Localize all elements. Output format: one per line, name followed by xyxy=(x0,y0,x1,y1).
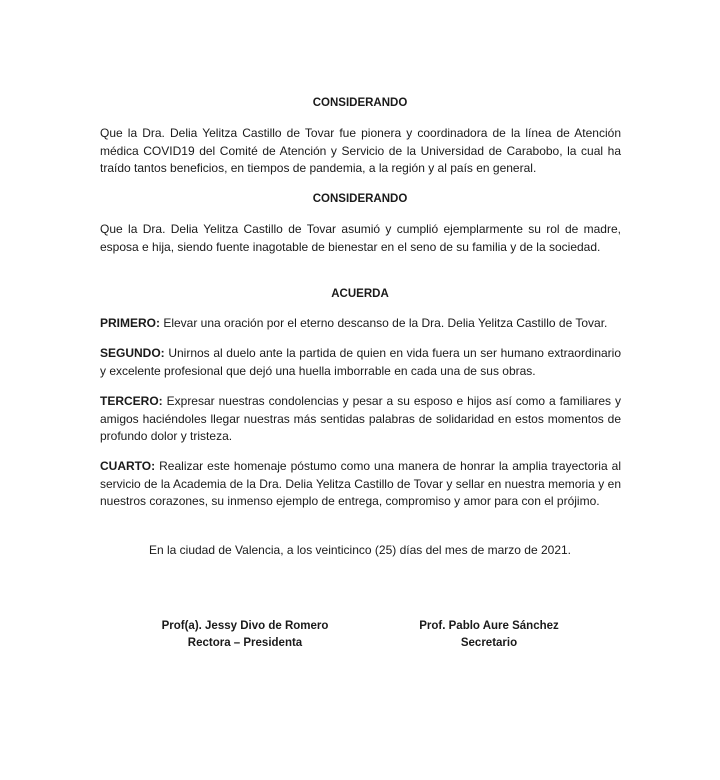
acuerdo-label: SEGUNDO: xyxy=(100,346,165,360)
acuerdo-item-cuarto xyxy=(100,458,621,511)
signature-name: Prof(a). Jessy Divo de Romero xyxy=(161,620,329,632)
acuerda-heading: ACUERDA xyxy=(331,288,389,300)
acuerdo-item-segundo xyxy=(100,345,621,380)
acuerdo-text: Elevar una oración por el eterno descanso de la Dra. Delia Yelitza Castillo de Tovar. xyxy=(160,316,608,330)
considerando-heading-2: CONSIDERANDO xyxy=(312,193,408,205)
acuerdo-text: Realizar este homenaje póstumo como una manera de honrar la amplia trayectoria al servicio de la Academia de la Dra. Delia Yelitza Castillo de Tovar y sellar en nuestra memoria y en nuestros corazones, su inmenso ejemplo de entrega, compromiso y amor para con el prójimo. xyxy=(100,459,621,508)
signature-name: Prof. Pablo Aure Sánchez xyxy=(419,620,559,632)
closing-statement: En la ciudad de Valencia, a los veinticinco (25) días del mes de marzo de 2021. xyxy=(148,543,572,557)
acuerdo-item-primero xyxy=(100,315,621,333)
considerando-text-2: Que la Dra. Delia Yelitza Castillo de Tovar asumió y cumplió ejemplarmente su rol de madre, esposa e hija, siendo fuente inagotable de bienestar en el seno de su familia y de la sociedad. xyxy=(100,222,621,254)
considerando-heading-1: CONSIDERANDO xyxy=(312,97,408,109)
acuerdo-label: TERCERO: xyxy=(100,394,163,408)
signature-role: Rectora – Presidenta xyxy=(187,637,303,649)
signature-block-secretario xyxy=(404,618,574,652)
signature-role: Secretario xyxy=(460,637,518,649)
acuerdo-label: PRIMERO: xyxy=(100,316,160,330)
acuerdo-item-tercero xyxy=(100,393,621,446)
considerando-text-1: Que la Dra. Delia Yelitza Castillo de Tovar fue pionera y coordinadora de la línea de Atención médica COVID19 del Comité de Atención y Servicio de la Universidad de Carabobo, la cual ha traído tantos beneficios, en tiempos de pandemia, a la región y al país en general. xyxy=(100,126,621,175)
acuerdo-text: Unirnos al duelo ante la partida de quien en vida fuera un ser humano extraordinario y excelente profesional que dejó una huella imborrable en cada una de sus obras. xyxy=(100,346,621,378)
acuerdo-label: CUARTO: xyxy=(100,459,156,473)
signature-block-rectora xyxy=(150,618,340,652)
acuerdo-text: Expresar nuestras condolencias y pesar a su esposo e hijos así como a familiares y amigos haciéndoles llegar nuestras más sentidas palabras de solidaridad en estos momentos de profundo dolor y tristeza. xyxy=(100,394,621,443)
